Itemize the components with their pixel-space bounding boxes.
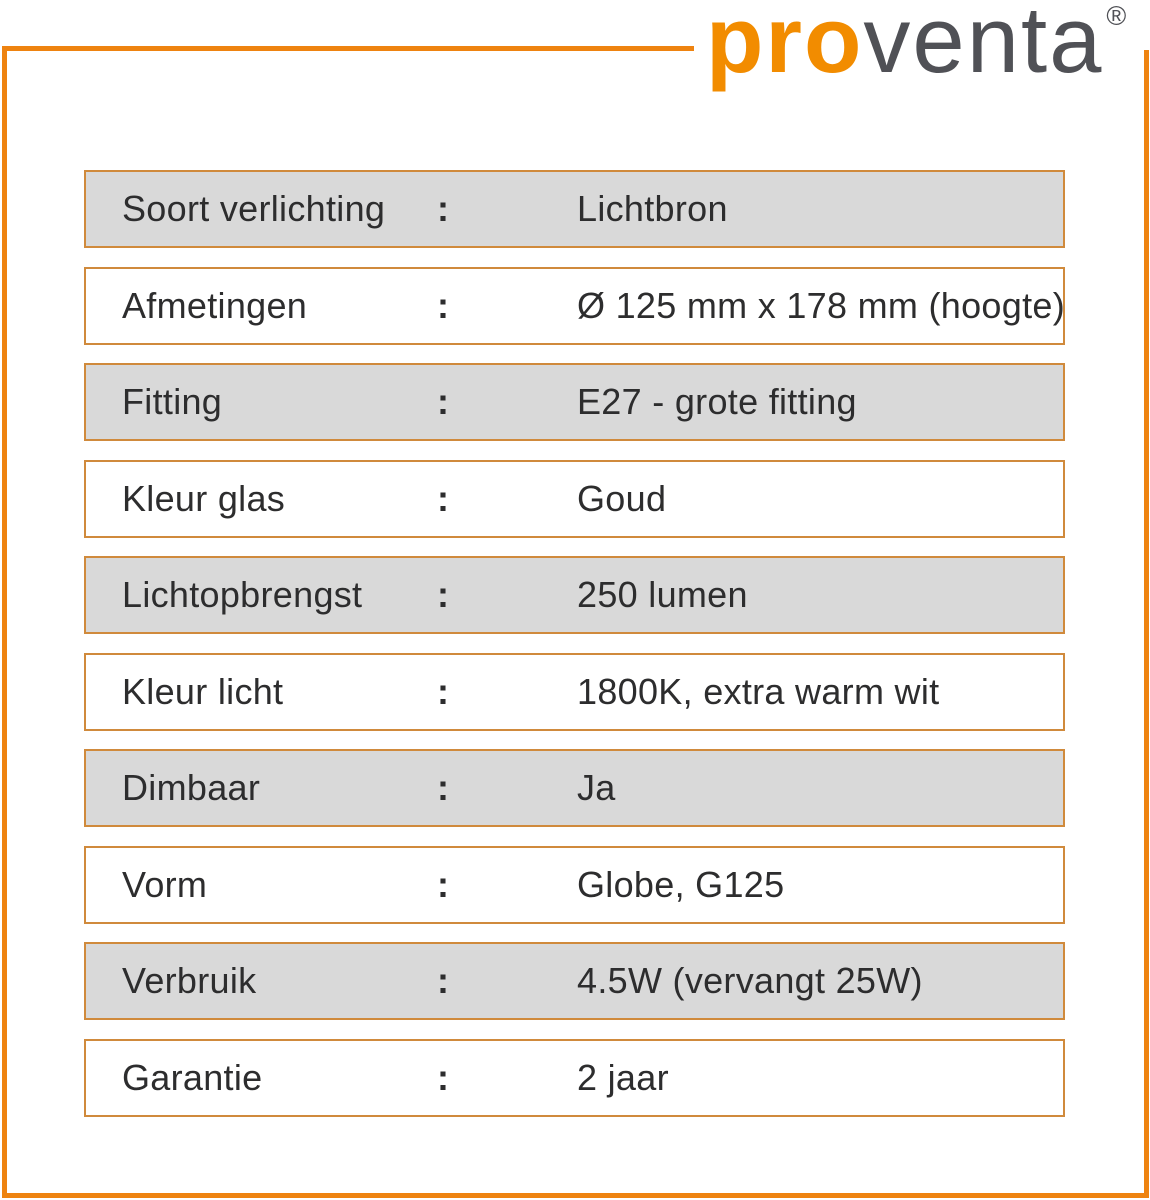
spec-row-kleur-glas <box>84 460 1065 538</box>
spec-separator: : <box>437 767 450 808</box>
spec-value: 4.5W (vervangt 25W) <box>577 960 923 1001</box>
spec-label: Garantie <box>122 1056 263 1098</box>
spec-separator: : <box>437 477 450 519</box>
brand-logo-text <box>706 0 1104 92</box>
spec-value: Globe, G125 <box>577 863 785 905</box>
spec-separator: : <box>437 574 450 615</box>
brand-logo <box>706 0 1127 92</box>
spec-row-dimbaar <box>84 749 1065 827</box>
page-border-left <box>2 46 7 1198</box>
spec-label: Fitting <box>122 381 223 422</box>
spec-separator: : <box>437 1056 450 1098</box>
spec-row-lichtopbrengst <box>84 556 1065 634</box>
page-border-bottom <box>2 1193 1149 1198</box>
spec-separator: : <box>437 381 450 422</box>
spec-row-vorm <box>84 846 1065 924</box>
spec-label: Kleur glas <box>122 477 286 519</box>
spec-value: Lichtbron <box>577 188 728 229</box>
spec-label: Soort verlichting <box>122 188 386 229</box>
spec-label: Lichtopbrengst <box>122 574 363 615</box>
spec-value: Ja <box>577 767 616 808</box>
spec-separator: : <box>437 670 450 712</box>
spec-row-verbruik <box>84 942 1065 1020</box>
spec-value: Ø 125 mm x 178 mm (hoogte) <box>577 284 1065 326</box>
spec-label: Dimbaar <box>122 767 261 808</box>
spec-row-garantie <box>84 1039 1065 1117</box>
spec-separator: : <box>437 284 450 326</box>
registered-trademark-symbol: ® <box>1106 1 1127 31</box>
spec-row-afmetingen <box>84 267 1065 345</box>
spec-label: Kleur licht <box>122 670 284 712</box>
spec-row-fitting <box>84 363 1065 441</box>
spec-value: E27 - grote fitting <box>577 381 857 422</box>
spec-value: Goud <box>577 477 667 519</box>
spec-separator: : <box>437 188 450 229</box>
spec-row-kleur-licht <box>84 653 1065 731</box>
spec-value: 1800K, extra warm wit <box>577 670 940 712</box>
spec-table <box>84 170 1065 1135</box>
spec-label: Afmetingen <box>122 284 308 326</box>
spec-label: Vorm <box>122 863 208 905</box>
page-border-right <box>1144 50 1149 1198</box>
page-border-top <box>2 46 694 51</box>
spec-label: Verbruik <box>122 960 257 1001</box>
spec-value: 2 jaar <box>577 1056 669 1098</box>
spec-value: 250 lumen <box>577 574 748 615</box>
spec-separator: : <box>437 863 450 905</box>
spec-separator: : <box>437 960 450 1001</box>
logo-venta: venta <box>863 0 1104 92</box>
logo-pro: pro <box>706 0 864 92</box>
spec-row-soort-verlichting <box>84 170 1065 248</box>
